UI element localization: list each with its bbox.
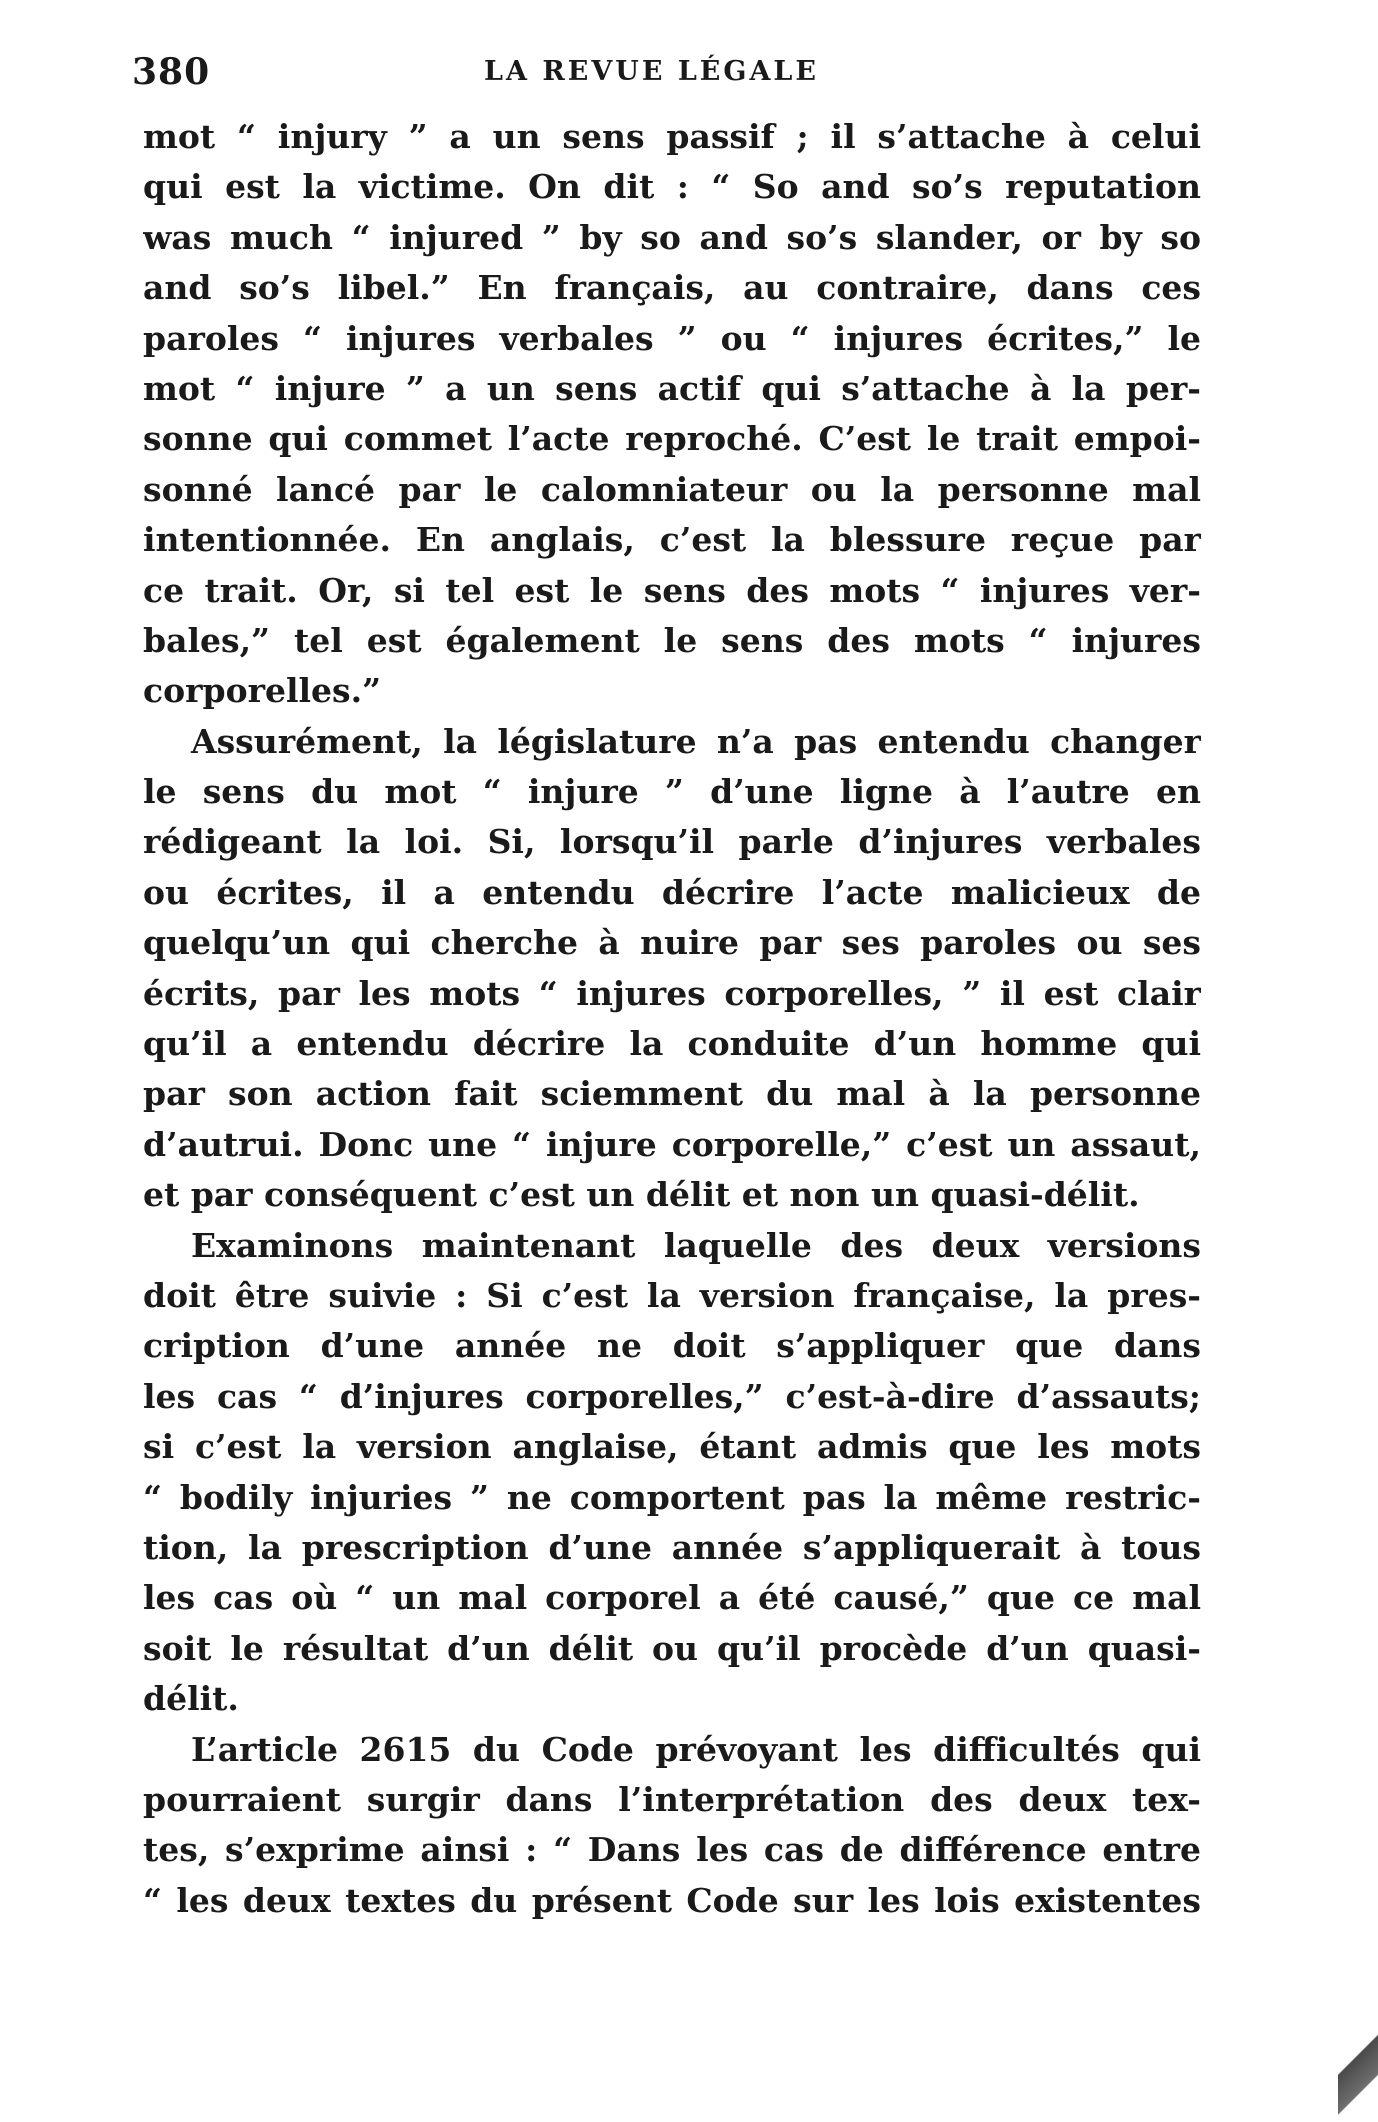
text-line: “ les deux textes du présent Code sur les lois existentes — [143, 1880, 1201, 1920]
body-text — [143, 112, 1201, 1926]
text-line: si c’est la version anglaise, étant admis que les mots — [143, 1427, 1201, 1467]
text-line: qu’il a entendu décrire la conduite d’un homme qui — [143, 1024, 1201, 1064]
journal-title: LA REVUE LÉGALE — [484, 56, 819, 87]
text-line: quelqu’un qui cherche à nuire par ses paroles ou ses — [143, 923, 1201, 963]
text-line: soit le résultat d’un délit ou qu’il procède d’un quasi- — [143, 1628, 1201, 1668]
text-line: intentionnée. En anglais, c’est la blessure reçue par — [143, 520, 1201, 560]
text-line: corporelles.” — [143, 671, 382, 711]
text-line: qui est la victime. On dit : “ So and so’s reputation — [143, 167, 1201, 207]
text-line: doit être suivie : Si c’est la version française, la pres- — [143, 1275, 1201, 1315]
text-line: écrits, par les mots “ injures corporelles, ” il est clair — [143, 973, 1201, 1013]
text-line: pourraient surgir dans l’interprétation des deux tex- — [143, 1779, 1201, 1819]
text-line: paroles “ injures verbales ” ou “ injures écrites,” le — [143, 318, 1201, 358]
text-line: rédigeant la loi. Si, lorsqu’il parle d’injures verbales — [143, 822, 1201, 862]
text-line: le sens du mot “ injure ” d’une ligne à l’autre en — [143, 772, 1201, 812]
text-line: “ bodily injuries ” ne comportent pas la même restric- — [143, 1477, 1201, 1517]
text-line: d’autrui. Donc une “ injure corporelle,” c’est un assaut, — [143, 1124, 1201, 1164]
text-line: délit. — [143, 1679, 239, 1719]
text-line: ou écrites, il a entendu décrire l’acte malicieux de — [143, 872, 1201, 912]
running-header — [132, 42, 1212, 102]
text-line: les cas “ d’injures corporelles,” c’est-à-dire d’assauts; — [143, 1376, 1201, 1416]
text-line: et par conséquent c’est un délit et non un quasi-délit. — [143, 1175, 1140, 1215]
text-line: bales,” tel est également le sens des mots “ injures — [143, 620, 1201, 660]
text-line: sonné lancé par le calomniateur ou la personne mal — [143, 469, 1201, 509]
text-line: tes, s’exprime ainsi : “ Dans les cas de différence entre — [143, 1830, 1201, 1870]
page-number: 380 — [132, 51, 211, 93]
text-line: was much “ injured ” by so and so’s slander, or by so — [143, 217, 1201, 257]
paragraph-start: Examinons maintenant laquelle des deux versions — [191, 1225, 1201, 1265]
text-line: mot “ injure ” a un sens actif qui s’attache à la per- — [143, 368, 1201, 408]
text-line: mot “ injury ” a un sens passif ; il s’attache à celui — [143, 117, 1201, 156]
text-line: sonne qui commet l’acte reproché. C’est le trait empoi- — [143, 419, 1201, 459]
paragraph-start: L’article 2615 du Code prévoyant les difficultés qui — [191, 1729, 1201, 1769]
text-line: les cas où “ un mal corporel a été causé,” que ce mal — [143, 1578, 1201, 1618]
text-line: and so’s libel.” En français, au contraire, dans ces — [143, 268, 1201, 308]
text-line: ce trait. Or, si tel est le sens des mots “ injures ver- — [143, 570, 1201, 610]
paragraph-start: Assurément, la législature n’a pas entendu changer — [191, 721, 1201, 761]
text-line: tion, la prescription d’une année s’appliquerait à tous — [143, 1527, 1201, 1567]
page-edge-mark — [1338, 2002, 1378, 2122]
text-line: par son action fait sciemment du mal à la personne — [143, 1074, 1201, 1114]
text-line: cription d’une année ne doit s’appliquer que dans — [143, 1326, 1201, 1366]
